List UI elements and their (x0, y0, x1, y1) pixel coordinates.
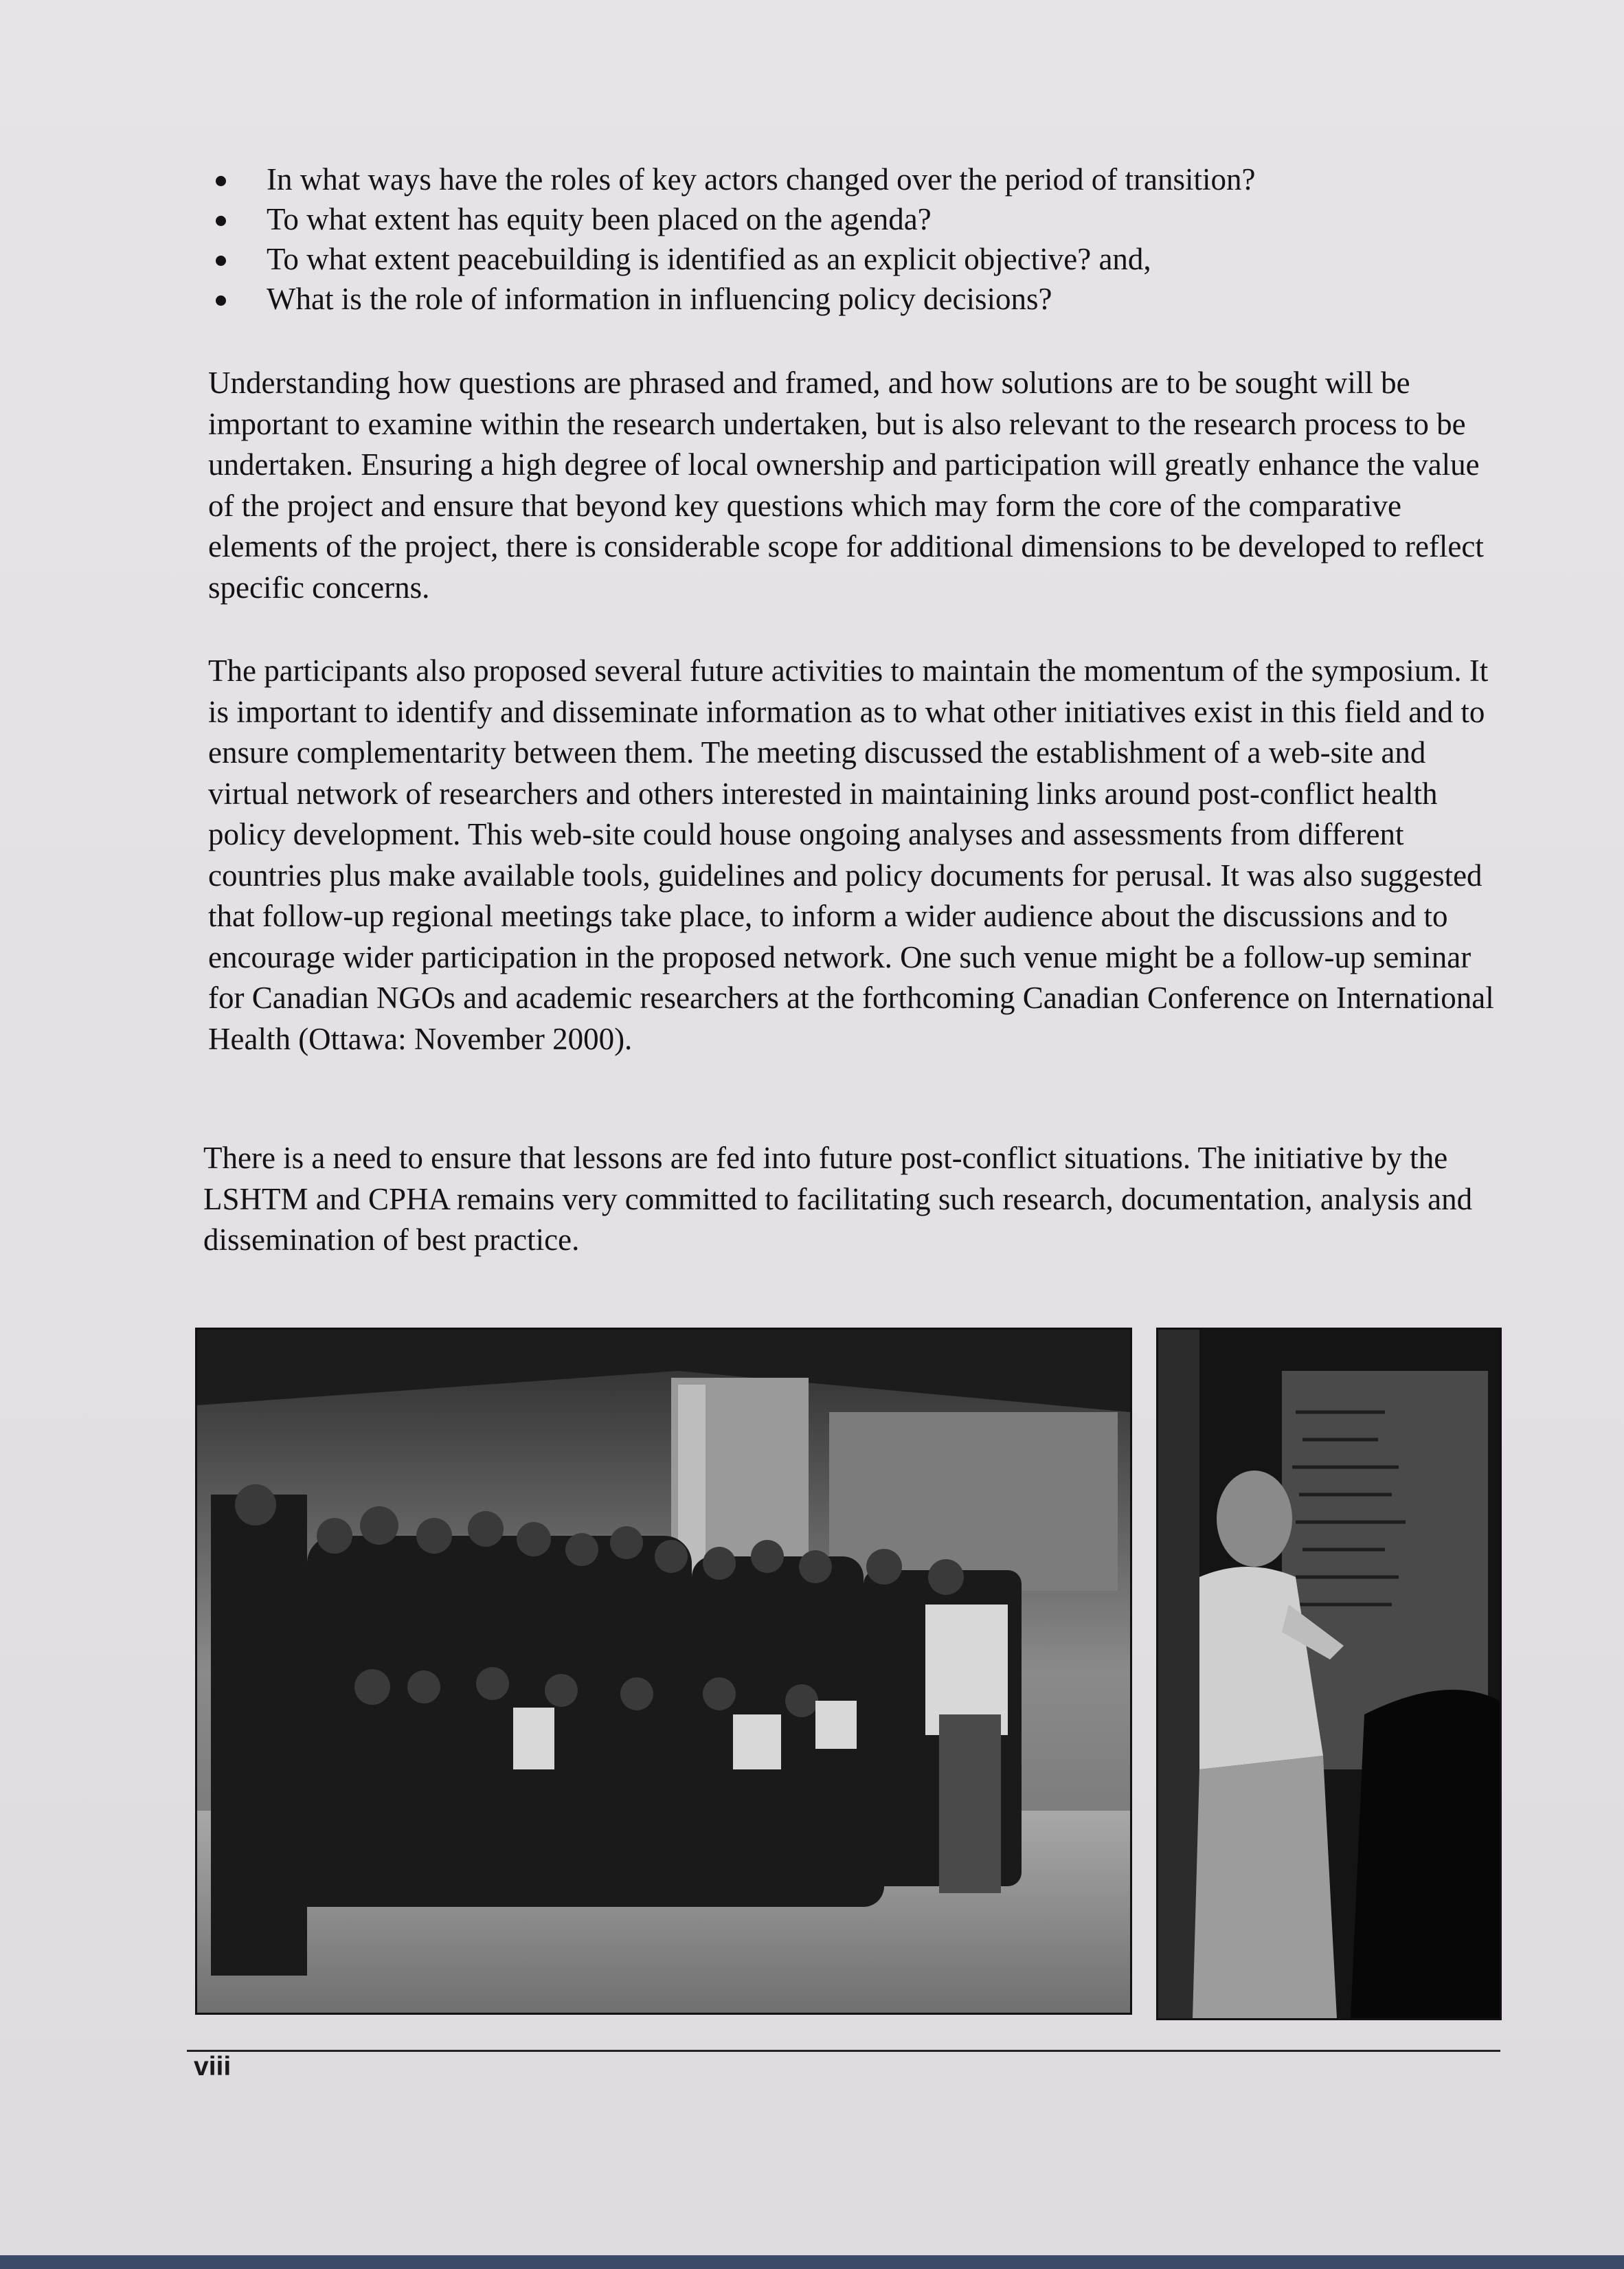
group-photo (195, 1328, 1132, 2015)
question-list (212, 159, 1448, 319)
bullet-icon (216, 295, 226, 306)
paragraph-future-activities: The participants also proposed several future activities to maintain the momentum of the symposium. It is important to identify and disseminate information as to what other initiatives exist in this field and to ensure complementarity between them. The meeting discussed the establishment of a web-site and virtual network of researchers and others interested in maintaining links around post-conflict health policy development. This web-site could house ongoing analyses and assessments from different countries plus make available tools, guidelines and policy documents for perusal. It was also suggested that follow-up regional meetings take place, to inform a wider audience about the discussions and to encourage wider participation in the proposed network. One such venue might be a follow-up seminar for Canadian NGOs and academic researchers at the forthcoming Canadian Conference on International Health (Ottawa: November 2000). (208, 653, 1494, 1056)
bullet-icon (216, 256, 226, 266)
list-item: To what extent peacebuilding is identified as an explicit objective? and, (212, 239, 1448, 279)
paragraph-research-ownership: Understanding how questions are phrased and framed, and how solutions are to be sought will be important to examine within the research undertaken, but is also relevant to the research process to be undertaken. Ensuring a high degree of local ownership and participation will greatly enhance the value of the project and ensure that beyond key questions which may form the core of the comparative elements of the project, there is considerable scope for additional dimensions to be developed to reflect specific concerns. (208, 366, 1484, 605)
page-number: viii (194, 2052, 232, 2081)
list-item: In what ways have the roles of key actors changed over the period of transition? (212, 159, 1448, 199)
list-item: What is the role of information in influencing policy decisions? (212, 279, 1448, 319)
scan-edge (0, 2255, 1624, 2269)
footer-rule (187, 2050, 1500, 2052)
paragraph-lessons: There is a need to ensure that lessons are fed into future post-conflict situations. The initiative by the LSHTM and CPHA remains very committed to facilitating such research, documentation, analysis and dissemination of best practice. (203, 1141, 1473, 1257)
speaker-photo (1156, 1328, 1502, 2020)
bullet-icon (216, 216, 226, 226)
list-item: To what extent has equity been placed on the agenda? (212, 199, 1448, 239)
bullet-icon (216, 176, 226, 186)
